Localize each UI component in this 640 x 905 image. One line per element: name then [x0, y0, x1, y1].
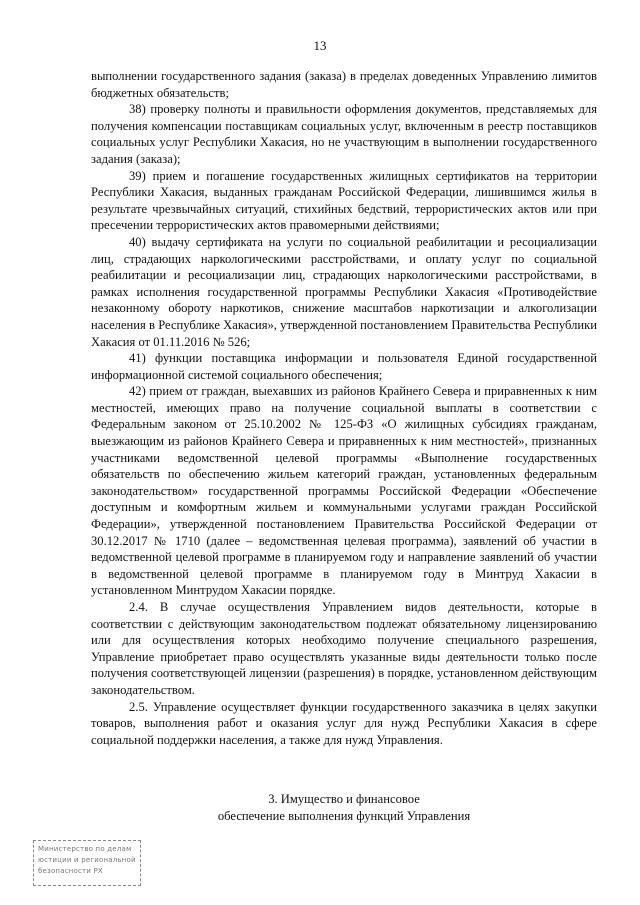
registration-stamp — [33, 840, 141, 886]
stamp-line: безопасности РХ — [38, 867, 103, 875]
paragraph: 2.4. В случае осуществления Управлением видов деятельности, которые в соответствии с действующим законодательством подлежат обязательному лицензированию или для осуществления которых необходимо получение специального разрешения, Управление приобретает право осуществлять указанные виды деятельности только после получения соответствующей лицензии (разрешения) в порядке, установленном действующим законодательством. — [91, 600, 597, 697]
paragraph: 42) прием от граждан, выехавших из районов Крайнего Севера и приравненных к ним местностей, имеющих право на получение социальной выплаты в соответствии с Федеральным законом от 25.10.2002 № 125-ФЗ «О жилищных субсидиях гражданам, выезжающим из районов Крайнего Севера и приравненных к ним местностей», признанных участниками ведомственной целевой программы «Выполнение государственных обязательств по обеспечению жильем категорий граждан, установленных федеральным законодательством» государственной программы Российской Федерации «Обеспечение доступным и комфортным жильем и коммунальными услугами граждан Российской Федерации», утвержденной постановлением Правительства Российской Федерации от 30.12.2017 № 1710 (далее – ведомственная целевая программа), заявлений об участии в ведомственной целевой программе в планируемом году и направление заявлений об участии в ведомственной целевой программе в планируемом году в Минтруд Хакасии в установленном Минтрудом Хакасии порядке. — [91, 384, 597, 598]
page-number: 13 — [313, 38, 327, 53]
paragraph: 41) функции поставщика информации и пользователя Единой государственной информационной системой социального обеспечения; — [91, 351, 597, 382]
section-heading-line: 3. Имущество и финансовое — [268, 792, 420, 806]
section-heading-line: обеспечение выполнения функций Управления — [217, 809, 471, 823]
paragraph: 39) прием и погашение государственных жилищных сертификатов на территории Республики Хакасия, выданных гражданам Российской Федерации, лишившимся жилья в результате чрезвычайных ситуаций, стихийных бедствий, террористических актов или при пресечении террористических актов правомерными действиями; — [91, 168, 597, 233]
document-body — [91, 68, 597, 748]
paragraph: 40) выдачу сертификата на услуги по социальной реабилитации и ресоциализации лиц, страдающих наркологическими расстройствами, и оплату услуг по социальной реабилитации и ресоциализации лиц, страдающих наркологическими расстройствами, в рамках исполнения государственной программы Республики Хакасия «Противодействие незаконному обороту наркотиков, снижение масштабов наркотизации и алкоголизации населения в Республике Хакасия», утвержденной постановлением Правительства Республики Хакасия от 01.11.2016 № 526; — [91, 234, 597, 349]
paragraph: выполнении государственного задания (заказа) в пределах доведенных Управлению лимитов бюджетных обязательств; — [91, 69, 597, 100]
stamp-line: Министерство по делам — [38, 845, 132, 853]
paragraph: 38) проверку полноты и правильности оформления документов, представляемых для получения компенсации поставщикам социальных услуг, включенным в реестр поставщиков социальных услуг Республики Хакасия, но не участвующим в выполнении государственного задания (заказа); — [91, 102, 597, 166]
paragraph: 2.5. Управление осуществляет функции государственного заказчика в целях закупки товаров, выполнения работ и оказания услуг для нужд Республики Хакасия в сфере социальной поддержки населения, а также для нужд Управления. — [91, 699, 597, 747]
stamp-line: юстиции и региональной — [38, 856, 136, 864]
section-heading — [91, 791, 597, 825]
